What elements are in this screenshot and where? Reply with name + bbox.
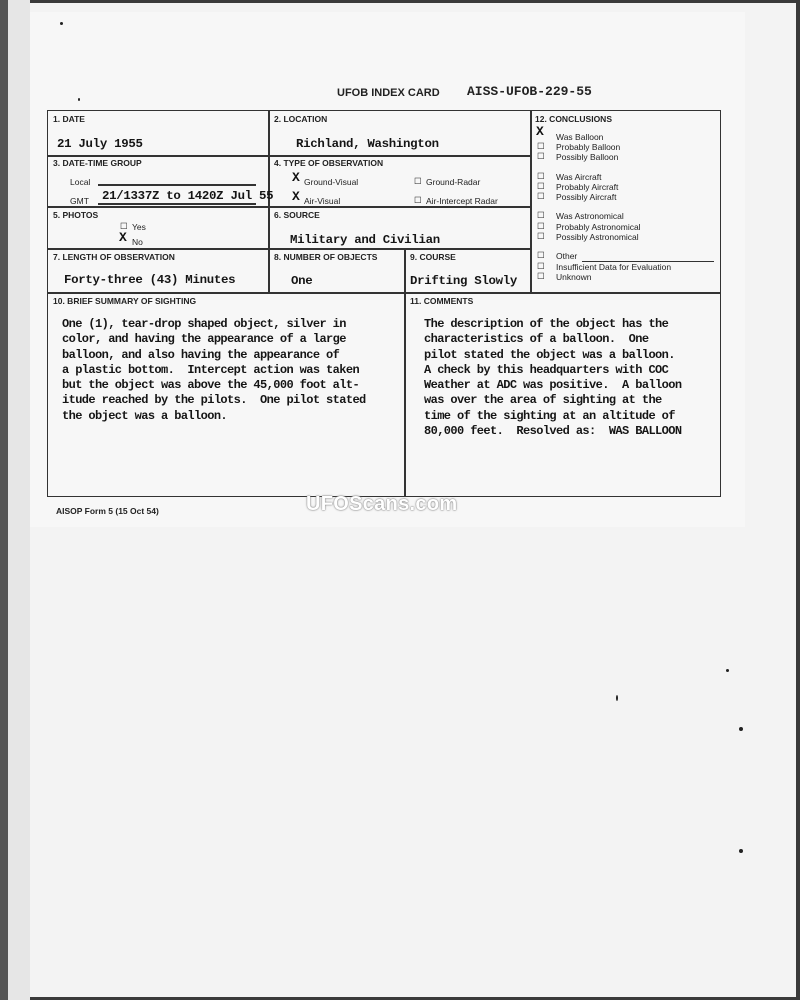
page-margin-strip (8, 0, 30, 1000)
photos-no-option: No (132, 237, 143, 247)
conclusion-was-astronomical: Was Astronomical (556, 211, 624, 221)
conclusion-possibly-aircraft: Possibly Aircraft (556, 192, 617, 202)
conclusion-probably-balloon: Probably Balloon (556, 142, 621, 152)
scan-speck (739, 727, 743, 731)
scan-speck (726, 669, 729, 672)
conclusion-possibly-balloon: Possibly Balloon (556, 152, 619, 162)
conclusion-insufficient-data: Insufficient Data for Evaluation (556, 262, 672, 272)
photos-no-check-mark: X (119, 230, 127, 245)
gmt-value: 21/1337Z to 1420Z Jul 55 (102, 189, 274, 203)
length-of-observation-label: 7. LENGTH OF OBSERVATION (53, 252, 175, 262)
course-label: 9. COURSE (410, 252, 456, 262)
scan-speck (616, 695, 618, 701)
divider (404, 248, 406, 496)
was-balloon-check-mark: X (536, 124, 544, 139)
photos-label: 5. PHOTOS (53, 210, 99, 220)
photos-yes-option: Yes (132, 222, 146, 232)
type-of-observation-label: 4. TYPE OF OBSERVATION (274, 158, 384, 168)
checkbox: ☐ (537, 141, 545, 151)
summary-text: One (1), tear-drop shaped object, silver in color, and having the appearance of a large balloon, and also having the appearance of a plastic bottom. Intercept action was taken but the object was above the 45,000 foot alt- itude reached by the pilots. One pilot stated the object was a balloon. (62, 317, 366, 423)
ground-radar-checkbox: ☐ (414, 176, 422, 186)
gmt-underline (98, 203, 256, 205)
ground-visual-option: Ground-Visual (304, 177, 359, 187)
course-value: Drifting Slowly (410, 274, 518, 288)
checkbox: ☐ (537, 221, 545, 231)
comments-label: 11. COMMENTS (410, 296, 474, 306)
local-label: Local (70, 177, 91, 187)
location-label: 2. LOCATION (274, 114, 328, 124)
conclusion-was-aircraft: Was Aircraft (556, 172, 602, 182)
scan-speck (60, 22, 63, 25)
checkbox: ☐ (537, 181, 545, 191)
divider (48, 248, 531, 250)
divider (48, 292, 720, 294)
form-footer: AISOP Form 5 (15 Oct 54) (56, 506, 159, 516)
date-value: 21 July 1955 (57, 137, 143, 151)
checkbox: ☐ (537, 151, 545, 161)
divider (48, 206, 531, 208)
length-of-observation-value: Forty-three (43) Minutes (64, 273, 236, 287)
air-intercept-radar-checkbox: ☐ (414, 195, 422, 205)
summary-label: 10. BRIEF SUMMARY OF SIGHTING (53, 296, 197, 306)
conclusion-was-balloon: Was Balloon (556, 132, 604, 142)
air-visual-option: Air-Visual (304, 196, 341, 206)
checkbox: ☐ (537, 210, 545, 220)
air-visual-check-mark: X (292, 189, 300, 204)
date-time-group-label: 3. DATE-TIME GROUP (53, 158, 142, 168)
date-label: 1. DATE (53, 114, 85, 124)
air-intercept-radar-option: Air-Intercept Radar (426, 196, 498, 206)
scan-speck (78, 98, 80, 101)
photos-yes-checkbox: ☐ (120, 221, 128, 231)
local-underline (98, 184, 256, 186)
film-edge (0, 0, 8, 1000)
checkbox: ☐ (537, 191, 545, 201)
case-number: AISS-UFOB-229-55 (467, 84, 592, 99)
location-value: Richland, Washington (296, 137, 439, 151)
checkbox: ☐ (537, 231, 545, 241)
ground-radar-option: Ground-Radar (426, 177, 481, 187)
comments-text: The description of the object has the characteristics of a balloon. One pilot stated the object was a balloon. A check by this headquarters with COC Weather at ADC was positive. A balloon was over the area of sighting at the time of the sighting at an altitude of 80,000 feet. Resolved as: WAS BALLOON (424, 317, 682, 439)
ground-visual-check-mark: X (292, 170, 300, 185)
checkbox: ☐ (537, 171, 545, 181)
conclusions-label: 12. CONCLUSIONS (535, 114, 612, 124)
conclusion-unknown: Unknown (556, 272, 592, 282)
watermark: UFOScans.com (306, 493, 458, 515)
source-label: 6. SOURCE (274, 210, 320, 220)
divider (48, 155, 531, 157)
divider (530, 111, 532, 293)
checkbox: ☐ (537, 261, 545, 271)
checkbox: ☐ (537, 250, 545, 260)
conclusion-other: Other (556, 251, 578, 261)
conclusion-probably-astronomical: Probably Astronomical (556, 222, 641, 232)
card-title: UFOB INDEX CARD (337, 87, 440, 99)
conclusion-probably-aircraft: Probably Aircraft (556, 182, 619, 192)
number-of-objects-label: 8. NUMBER OF OBJECTS (274, 252, 378, 262)
checkbox: ☐ (537, 271, 545, 281)
conclusion-possibly-astronomical: Possibly Astronomical (556, 232, 639, 242)
source-value: Military and Civilian (290, 233, 440, 247)
scan-speck (739, 849, 743, 853)
number-of-objects-value: One (291, 274, 313, 288)
gmt-label: GMT (70, 196, 89, 206)
